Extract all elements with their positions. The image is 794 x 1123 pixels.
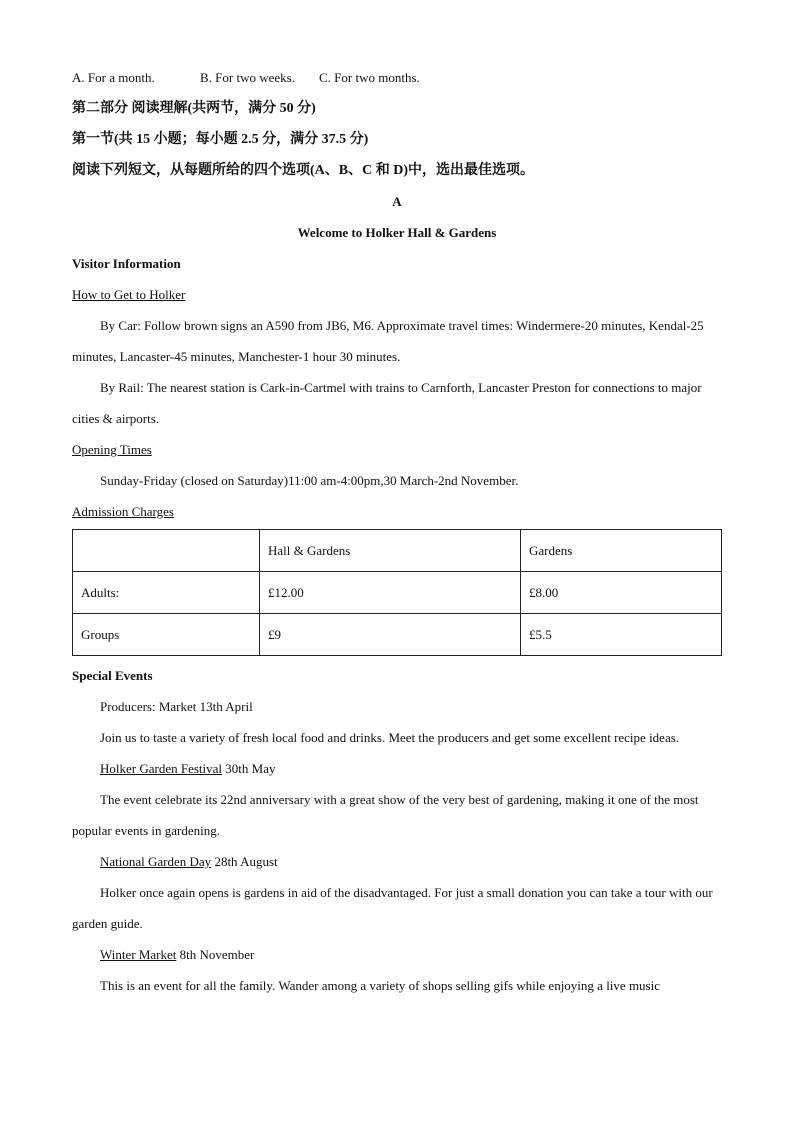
- event-description: This is an event for all the family. Wander among a variety of shops selling gifs while enjoying a live music: [100, 978, 660, 993]
- table-cell: Adults:: [73, 572, 260, 614]
- part2-heading: 第二部分 阅读理解(共两节，满分 50 分): [72, 101, 316, 116]
- document-page: [72, 62, 722, 1001]
- event-date: 8th November: [176, 947, 255, 962]
- admission-heading: [72, 496, 722, 527]
- admission-heading-text: Admission Charges: [72, 504, 174, 519]
- opening-times-heading-text: Opening Times: [72, 442, 152, 457]
- table-header-cell: Hall & Gardens: [260, 530, 521, 572]
- event-date: 13th April: [196, 699, 253, 714]
- admission-table: [72, 529, 722, 656]
- how-to-get-heading: [72, 279, 722, 310]
- event-title: [72, 753, 722, 784]
- table-row: [73, 572, 722, 614]
- opening-times-heading: [72, 434, 722, 465]
- table-cell: £8.00: [521, 572, 722, 614]
- question-options: [72, 62, 722, 93]
- visitor-info-heading: Visitor Information: [72, 256, 181, 271]
- option-b: B. For two weeks.: [200, 70, 295, 85]
- event-date: 28th August: [211, 854, 278, 869]
- passage-title: Welcome to Holker Hall & Gardens: [297, 225, 497, 240]
- table-header-row: [73, 530, 722, 572]
- event-name: Holker Garden Festival: [100, 761, 223, 776]
- event-title: [72, 939, 722, 970]
- event-title: [72, 691, 722, 722]
- event-description: The event celebrate its 22nd anniversary with a great show of the very best of gardening, making it one of the most popular events in gardening.: [72, 792, 699, 838]
- table-cell: £9: [260, 614, 521, 656]
- special-events-heading: Special Events: [72, 668, 153, 683]
- event-name: National Garden Day: [100, 854, 212, 869]
- event-description: Join us to taste a variety of fresh local food and drinks. Meet the producers and get some excellent recipe ideas.: [100, 730, 680, 745]
- section1-heading: 第一节(共 15 小题；每小题 2.5 分，满分 37.5 分): [72, 132, 369, 147]
- opening-times-text: Sunday-Friday (closed on Saturday)11:00 am-4:00pm,30 March-2nd November.: [100, 473, 519, 488]
- event-description: Holker once again opens is gardens in aid of the disadvantaged. For just a small donation you can take a tour with our garden guide.: [72, 885, 713, 931]
- table-header-cell: [73, 530, 260, 572]
- instructions: 阅读下列短文，从每题所给的四个选项(A、B、C 和 D)中，选出最佳选项。: [72, 163, 534, 178]
- event-name: Producers: Market: [100, 699, 197, 714]
- by-car-paragraph: By Car: Follow brown signs an A590 from JB6, M6. Approximate travel times: Windermere-20 minutes, Kendal-25 minutes, Lancaster-45 minutes, Manchester-1 hour 30 minutes.: [72, 318, 704, 364]
- by-rail-paragraph: By Rail: The nearest station is Cark-in-Cartmel with trains to Carnforth, Lancaster Preston for connections to major cities & airports.: [72, 380, 702, 426]
- table-row: [73, 614, 722, 656]
- how-to-get-heading-text: How to Get to Holker: [72, 287, 186, 302]
- event-date: 30th May: [222, 761, 276, 776]
- event-name: Winter Market: [100, 947, 177, 962]
- table-header-cell: Gardens: [521, 530, 722, 572]
- event-list: [72, 691, 722, 1001]
- table-cell: £5.5: [521, 614, 722, 656]
- option-a: A. For a month.: [72, 70, 155, 85]
- option-c: C. For two months.: [319, 70, 420, 85]
- table-cell: Groups: [73, 614, 260, 656]
- table-cell: £12.00: [260, 572, 521, 614]
- event-title: [72, 846, 722, 877]
- passage-letter: A: [392, 194, 402, 209]
